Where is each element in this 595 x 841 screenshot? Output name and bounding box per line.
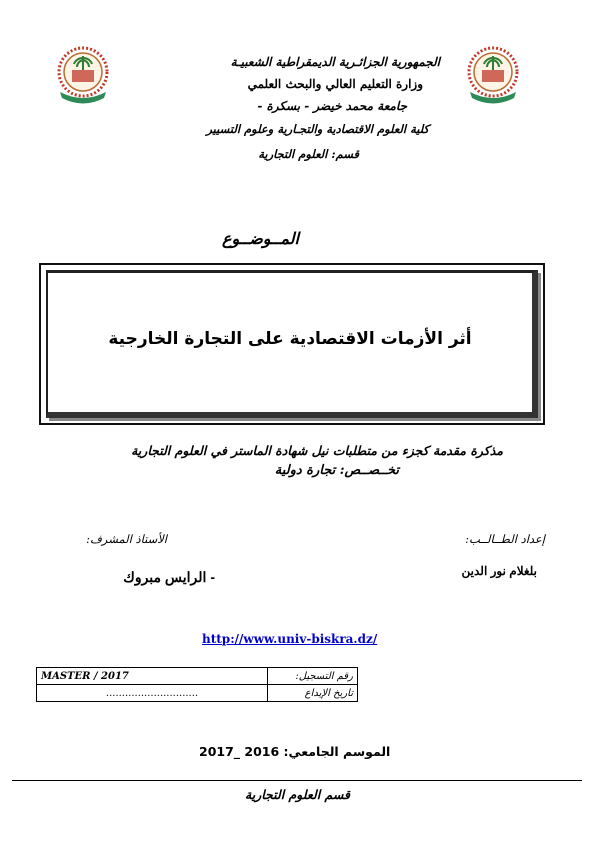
footer-divider bbox=[12, 780, 582, 781]
student-label: إعداد الطــالــب: bbox=[465, 532, 545, 546]
registration-table bbox=[36, 667, 358, 702]
university-website-link[interactable]: http://www.univ-biskra.dz/ bbox=[202, 632, 378, 646]
supervisor-name: - الرايس مبروك bbox=[123, 569, 215, 585]
registration-number-value: MASTER / 2017 bbox=[37, 668, 268, 685]
department-heading: قسم: العلوم التجارية bbox=[258, 147, 359, 161]
specialization: تخــصــص: تجارة دولية bbox=[274, 463, 399, 478]
subject-label: المــوضــوع bbox=[222, 229, 299, 248]
memo-statement: مذكرة مقدمة كجزء من متطلبات نيل شهادة الماستر في العلوم التجارية bbox=[131, 443, 503, 458]
thesis-title: أثر الأزمات الاقتصادية على التجارة الخارجية bbox=[108, 329, 472, 349]
table-row bbox=[37, 668, 358, 685]
ministry-heading: وزارة التعليم العالي والبحث العلمي bbox=[247, 77, 423, 91]
academic-year: الموسم الجامعي: 2016 _2017 bbox=[199, 744, 391, 759]
registration-number-label: رقم التسجيل: bbox=[268, 668, 358, 685]
table-row bbox=[37, 685, 358, 702]
republic-heading: الجمهورية الجزائـرية الديمقراطية الشعبيـة bbox=[230, 55, 440, 69]
footer-department: قسم العلوم التجارية bbox=[245, 787, 350, 802]
faculty-heading: كلية العلوم الاقتصادية والتجـارية وعلوم التسيير bbox=[206, 122, 429, 136]
university-logo-left bbox=[54, 42, 112, 112]
supervisor-label: الأستاذ المشرف: bbox=[86, 532, 167, 546]
student-name: بلغلام نور الدين bbox=[461, 564, 537, 578]
university-logo-right bbox=[464, 42, 522, 112]
title-frame bbox=[39, 263, 545, 425]
deposit-date-value: ............................. bbox=[37, 685, 268, 702]
deposit-date-label: تاريخ الإيداع bbox=[268, 685, 358, 702]
university-heading: جامعة محمد خيضر - بسكرة - bbox=[257, 99, 407, 113]
